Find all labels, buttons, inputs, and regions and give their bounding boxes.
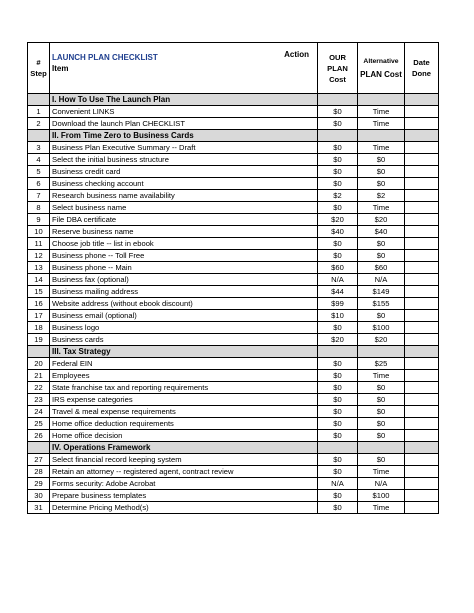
item-label: Item: [52, 64, 69, 73]
our-plan-cost: $0: [318, 202, 358, 214]
step-number: 7: [28, 190, 50, 202]
date-done-cell[interactable]: [405, 502, 439, 514]
alternative-plan-cost: Time: [358, 502, 405, 514]
our-plan-cost: $0: [318, 118, 358, 130]
checklist-row: [28, 310, 439, 322]
item-text: Choose job title -- list in ebook: [50, 238, 318, 250]
date-done-cell[interactable]: [405, 262, 439, 274]
date-done-cell[interactable]: [405, 322, 439, 334]
our-plan-cost: $0: [318, 502, 358, 514]
item-text: Business logo: [50, 322, 318, 334]
alternative-plan-cost: Time: [358, 106, 405, 118]
step-number: 3: [28, 142, 50, 154]
our-plan-cost: $0: [318, 166, 358, 178]
checklist-row: [28, 286, 439, 298]
step-number: 21: [28, 370, 50, 382]
date-done-cell[interactable]: [405, 454, 439, 466]
alternative-plan-cost: Time: [358, 142, 405, 154]
date-done-cell[interactable]: [405, 466, 439, 478]
our-plan-cost: $0: [318, 394, 358, 406]
item-text: Business fax (optional): [50, 274, 318, 286]
checklist-row: [28, 502, 439, 514]
item-text: File DBA certificate: [50, 214, 318, 226]
alternative-plan-cost: $40: [358, 226, 405, 238]
alternative-plan-cost: $100: [358, 490, 405, 502]
date-done-cell[interactable]: [405, 142, 439, 154]
checklist-row: [28, 454, 439, 466]
step-number: 13: [28, 262, 50, 274]
item-text: Business phone -- Main: [50, 262, 318, 274]
section-title: III. Tax Strategy: [50, 346, 318, 358]
date-done-cell[interactable]: [405, 310, 439, 322]
our-plan-cost: $0: [318, 430, 358, 442]
item-text: Business email (optional): [50, 310, 318, 322]
our-plan-cost: $0: [318, 382, 358, 394]
step-label: Step: [30, 69, 47, 78]
our-plan-cost: $0: [318, 358, 358, 370]
date-label: Date: [413, 58, 430, 67]
alternative-plan-cost: $2: [358, 190, 405, 202]
section-row: [28, 130, 439, 142]
alternative-plan-cost: $0: [358, 238, 405, 250]
item-text: Select the initial business structure: [50, 154, 318, 166]
item-header: [50, 43, 318, 94]
date-done-cell[interactable]: [405, 214, 439, 226]
item-text: Business checking account: [50, 178, 318, 190]
our-plan-cost: $20: [318, 334, 358, 346]
section-spacer: [28, 94, 50, 106]
section-spacer: [28, 442, 50, 454]
our-plan-cost: $20: [318, 214, 358, 226]
item-text: Employees: [50, 370, 318, 382]
our-plan-cost: $0: [318, 370, 358, 382]
item-text: Federal EIN: [50, 358, 318, 370]
date-done-cell[interactable]: [405, 406, 439, 418]
date-done-cell[interactable]: [405, 154, 439, 166]
alternative-plan-cost: $0: [358, 250, 405, 262]
item-text: Home office decision: [50, 430, 318, 442]
action-label: Action: [284, 50, 309, 59]
item-text: Prepare business templates: [50, 490, 318, 502]
step-number: 5: [28, 166, 50, 178]
alternative-plan-cost: Time: [358, 202, 405, 214]
step-number: 27: [28, 454, 50, 466]
our-plan-cost: $10: [318, 310, 358, 322]
checklist-row: [28, 214, 439, 226]
item-text: Business mailing address: [50, 286, 318, 298]
checklist-row: [28, 274, 439, 286]
checklist-row: [28, 466, 439, 478]
date-done-cell[interactable]: [405, 430, 439, 442]
date-done-header: [405, 43, 439, 94]
checklist-row: [28, 394, 439, 406]
step-number: 28: [28, 466, 50, 478]
section-alt-cost-empty: [358, 442, 405, 454]
alternative-plan-cost: N/A: [358, 478, 405, 490]
step-number: 30: [28, 490, 50, 502]
step-number: 18: [28, 322, 50, 334]
alternative-plan-cost: $0: [358, 430, 405, 442]
checklist-row: [28, 166, 439, 178]
step-number: 17: [28, 310, 50, 322]
alternative-plan-cost: $25: [358, 358, 405, 370]
section-row: [28, 346, 439, 358]
section-alt-cost-empty: [358, 130, 405, 142]
date-done-cell[interactable]: [405, 106, 439, 118]
item-text: Business Plan Executive Summary -- Draft: [50, 142, 318, 154]
our-plan-cost: N/A: [318, 274, 358, 286]
our-plan-cost-header: [318, 43, 358, 94]
date-done-cell[interactable]: [405, 274, 439, 286]
our-plan-cost: $44: [318, 286, 358, 298]
alternative-plan-cost: Time: [358, 466, 405, 478]
our-plan-cost: $0: [318, 406, 358, 418]
alternative-plan-cost: $0: [358, 418, 405, 430]
our-plan-cost: N/A: [318, 478, 358, 490]
step-number: 26: [28, 430, 50, 442]
item-text: Select financial record keeping system: [50, 454, 318, 466]
step-number: 4: [28, 154, 50, 166]
section-date-empty: [405, 130, 439, 142]
checklist-row: [28, 430, 439, 442]
step-number: 16: [28, 298, 50, 310]
checklist-body: [28, 43, 439, 514]
plan-cost-label: PLAN Cost: [360, 70, 402, 79]
step-number: 22: [28, 382, 50, 394]
item-text: Download the launch Plan CHECKLIST: [50, 118, 318, 130]
date-done-cell[interactable]: [405, 250, 439, 262]
our-plan-cost: $40: [318, 226, 358, 238]
alternative-plan-cost: $0: [358, 406, 405, 418]
section-our-cost-empty: [318, 442, 358, 454]
our-plan-cost-line-2: PLAN: [327, 63, 348, 73]
alternative-plan-cost: $20: [358, 214, 405, 226]
alternative-plan-cost: $100: [358, 322, 405, 334]
checklist-row: [28, 178, 439, 190]
step-number: 31: [28, 502, 50, 514]
step-number: 2: [28, 118, 50, 130]
checklist-row: [28, 418, 439, 430]
item-text: Convenient LINKS: [50, 106, 318, 118]
section-date-empty: [405, 346, 439, 358]
our-plan-cost: $0: [318, 418, 358, 430]
date-done-cell[interactable]: [405, 358, 439, 370]
item-text: Business cards: [50, 334, 318, 346]
alternative-plan-cost: Time: [358, 118, 405, 130]
section-alt-cost-empty: [358, 346, 405, 358]
checklist-row: [28, 370, 439, 382]
our-plan-cost-line-3: Cost: [329, 74, 346, 84]
our-plan-cost: $0: [318, 466, 358, 478]
our-plan-cost: $0: [318, 106, 358, 118]
our-plan-cost: $60: [318, 262, 358, 274]
section-spacer: [28, 130, 50, 142]
checklist-row: [28, 262, 439, 274]
step-number: 11: [28, 238, 50, 250]
date-done-cell[interactable]: [405, 370, 439, 382]
date-done-cell[interactable]: [405, 118, 439, 130]
checklist-row: [28, 238, 439, 250]
step-number: 9: [28, 214, 50, 226]
checklist-row: [28, 250, 439, 262]
section-row: [28, 94, 439, 106]
date-done-cell[interactable]: [405, 202, 439, 214]
alternative-plan-cost: $0: [358, 454, 405, 466]
our-plan-cost: $99: [318, 298, 358, 310]
step-number: 14: [28, 274, 50, 286]
step-number: 6: [28, 178, 50, 190]
our-plan-cost: $0: [318, 142, 358, 154]
alternative-plan-cost: $0: [358, 166, 405, 178]
step-number: 24: [28, 406, 50, 418]
step-number: 12: [28, 250, 50, 262]
checklist-title: LAUNCH PLAN CHECKLIST: [52, 53, 158, 62]
alternative-plan-cost: Time: [358, 370, 405, 382]
item-text: Determine Pricing Method(s): [50, 502, 318, 514]
checklist-row: [28, 382, 439, 394]
item-text: State franchise tax and reporting requirements: [50, 382, 318, 394]
date-done-cell[interactable]: [405, 382, 439, 394]
alternative-plan-cost: $0: [358, 382, 405, 394]
item-text: Travel & meal expense requirements: [50, 406, 318, 418]
section-date-empty: [405, 442, 439, 454]
hash-label: #: [36, 58, 41, 67]
step-number: 20: [28, 358, 50, 370]
step-number: 15: [28, 286, 50, 298]
item-text: IRS expense categories: [50, 394, 318, 406]
item-text: Reserve business name: [50, 226, 318, 238]
checklist-row: [28, 226, 439, 238]
section-date-empty: [405, 94, 439, 106]
alternative-plan-cost: $149: [358, 286, 405, 298]
checklist-row: [28, 490, 439, 502]
alternative-label: Alternative: [363, 58, 399, 65]
date-done-cell[interactable]: [405, 286, 439, 298]
alternative-plan-cost: $0: [358, 178, 405, 190]
step-number-header: [28, 43, 50, 94]
alternative-plan-cost-header: [358, 43, 405, 94]
section-our-cost-empty: [318, 94, 358, 106]
our-plan-cost-line-1: OUR: [329, 52, 346, 62]
launch-plan-checklist-table: [27, 42, 439, 514]
our-plan-cost: $0: [318, 250, 358, 262]
checklist-row: [28, 154, 439, 166]
item-text: Website address (without ebook discount): [50, 298, 318, 310]
date-done-cell[interactable]: [405, 190, 439, 202]
step-number: 19: [28, 334, 50, 346]
section-title: II. From Time Zero to Business Cards: [50, 130, 318, 142]
checklist-row: [28, 142, 439, 154]
section-title: IV. Operations Framework: [50, 442, 318, 454]
date-done-cell[interactable]: [405, 490, 439, 502]
item-text: Home office deduction requirements: [50, 418, 318, 430]
step-number: 8: [28, 202, 50, 214]
section-spacer: [28, 346, 50, 358]
item-text: Retain an attorney -- registered agent, contract review: [50, 466, 318, 478]
our-plan-cost: $2: [318, 190, 358, 202]
alternative-plan-cost: $0: [358, 394, 405, 406]
our-plan-cost: $0: [318, 322, 358, 334]
checklist-row: [28, 202, 439, 214]
alternative-plan-cost: $20: [358, 334, 405, 346]
checklist-row: [28, 190, 439, 202]
section-our-cost-empty: [318, 346, 358, 358]
item-text: Select business name: [50, 202, 318, 214]
alternative-plan-cost: $60: [358, 262, 405, 274]
our-plan-cost: $0: [318, 238, 358, 250]
section-our-cost-empty: [318, 130, 358, 142]
item-text: Forms security: Adobe Acrobat: [50, 478, 318, 490]
our-plan-cost: $0: [318, 490, 358, 502]
section-title: I. How To Use The Launch Plan: [50, 94, 318, 106]
checklist-row: [28, 322, 439, 334]
section-row: [28, 442, 439, 454]
our-plan-cost: $0: [318, 178, 358, 190]
date-done-cell[interactable]: [405, 394, 439, 406]
checklist-row: [28, 358, 439, 370]
item-text: Research business name availability: [50, 190, 318, 202]
alternative-plan-cost: N/A: [358, 274, 405, 286]
our-plan-cost: $0: [318, 154, 358, 166]
date-done-cell[interactable]: [405, 178, 439, 190]
our-plan-cost: $0: [318, 454, 358, 466]
checklist-row: [28, 106, 439, 118]
step-number: 23: [28, 394, 50, 406]
section-alt-cost-empty: [358, 94, 405, 106]
checklist-row: [28, 406, 439, 418]
date-done-cell[interactable]: [405, 334, 439, 346]
checklist-row: [28, 298, 439, 310]
alternative-plan-cost: $0: [358, 310, 405, 322]
step-number: 25: [28, 418, 50, 430]
item-text: Business phone -- Toll Free: [50, 250, 318, 262]
date-done-cell[interactable]: [405, 298, 439, 310]
date-done-cell[interactable]: [405, 238, 439, 250]
alternative-plan-cost: $0: [358, 154, 405, 166]
checklist-row: [28, 478, 439, 490]
item-text: Business credit card: [50, 166, 318, 178]
date-done-cell[interactable]: [405, 478, 439, 490]
done-label: Done: [412, 69, 431, 78]
checklist-row: [28, 118, 439, 130]
date-done-cell[interactable]: [405, 226, 439, 238]
step-number: 1: [28, 106, 50, 118]
date-done-cell[interactable]: [405, 418, 439, 430]
date-done-cell[interactable]: [405, 166, 439, 178]
alternative-plan-cost: $155: [358, 298, 405, 310]
step-number: 29: [28, 478, 50, 490]
checklist-row: [28, 334, 439, 346]
header-row: [28, 43, 439, 94]
step-number: 10: [28, 226, 50, 238]
